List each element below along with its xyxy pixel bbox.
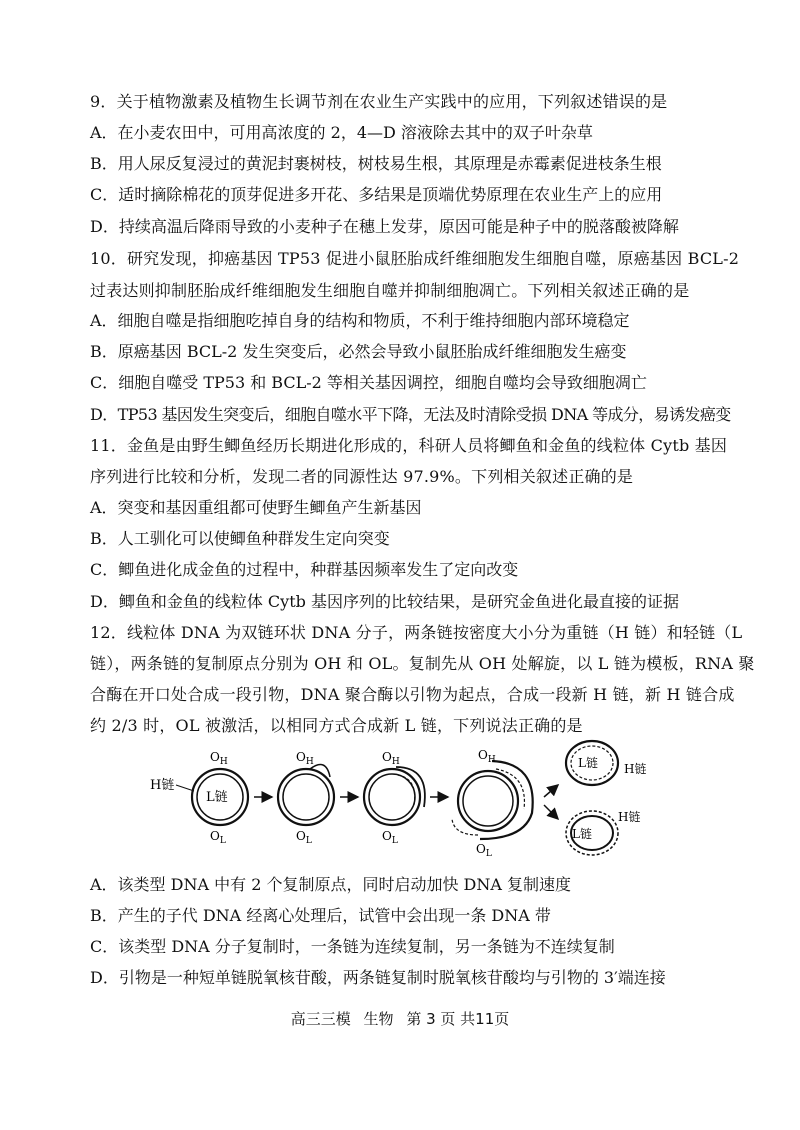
question-10-stem-line-1: 10．研究发现，抑癌基因 TP53 促进小鼠胚胎成纤维细胞发生细胞自噬，原癌基因 BCL-2 [90, 249, 740, 268]
question-9-option-b: B．用人尿反复浸过的黄泥封裹树枝，树枝易生根，其原理是赤霉素促进枝条生根 [90, 154, 662, 173]
stage-3-ol-label: $O_L$ [382, 829, 398, 846]
question-9-option-a: A．在小麦农田中，可用高浓度的 2，4—D 溶液除去其中的双子叶杂草 [90, 123, 593, 142]
h-chain-pointer [176, 785, 194, 791]
question-10-option-c: C．细胞自噬受 TP53 和 BCL-2 等相关基因调控，细胞自噬均会导致细胞凋亡 [90, 373, 647, 392]
stage-1-h-chain-label: H链 [150, 778, 175, 793]
question-10-stem-line-2: 过表达则抑制胚胎成纤维细胞发生细胞自噬并抑制细胞凋亡。下列相关叙述正确的是 [90, 281, 690, 300]
footer-subject: 生物 [363, 1010, 394, 1028]
question-9-stem: 9．关于植物激素及植物生长调节剂在农业生产实践中的应用，下列叙述错误的是 [90, 92, 668, 111]
arrow-4-down [544, 805, 558, 819]
footer-exam: 高三三模 [290, 1010, 351, 1028]
question-12-option-a: A．该类型 DNA 中有 2 个复制原点，同时启动加快 DNA 复制速度 [90, 875, 572, 894]
question-12-option-c: C．该类型 DNA 分子复制时，一条链为连续复制，另一条链为不连续复制 [90, 937, 615, 956]
question-11-stem-line-2: 序列进行比较和分析，发现二者的同源性达 97.9%。下列相关叙述正确的是 [90, 467, 634, 486]
product-bottom-l-chain-label: L链 [572, 827, 592, 841]
question-9-option-d: D．持续高温后降雨导致的小麦种子在穗上发芽，原因可能是种子中的脱落酸被降解 [90, 217, 679, 236]
question-11-stem-line-1: 11．金鱼是由野生鲫鱼经历长期进化形成的，科研人员将鲫鱼和金鱼的线粒体 Cytb 基因 [90, 436, 728, 455]
page-footer [0, 1008, 800, 1029]
question-11-option-a: A．突变和基因重组都可使野生鲫鱼产生新基因 [90, 498, 422, 517]
stage-3-circle [364, 767, 425, 825]
question-11-option-d: D．鲫鱼和金鱼的线粒体 Cytb 基因序列的比较结果，是研究金鱼进化最直接的证据 [90, 592, 679, 611]
question-12-stem-line-1: 12．线粒体 DNA 为双链环状 DNA 分子，两条链按密度大小分为重链（H 链）和轻链（L [90, 623, 743, 642]
stage-2-oh-label: $O_H$ [296, 750, 314, 767]
question-9-option-c: C．适时摘除棉花的顶芽促进多开花、多结果是顶端优势原理在农业生产上的应用 [90, 185, 663, 204]
stage-1-l-chain-label: L链 [206, 790, 228, 805]
question-12-option-d: D．引物是一种短单链脱氧核苷酸，两条链复制时脱氧核苷酸均与引物的 3′端连接 [90, 968, 666, 987]
stage-2-ol-label: $O_L$ [296, 829, 312, 846]
stage-4-circle [452, 761, 533, 839]
question-12-option-b: B．产生的子代 DNA 经离心处理后，试管中会出现一条 DNA 带 [90, 906, 551, 925]
question-10-option-b: B．原癌基因 BCL-2 发生突变后，必然会导致小鼠胚胎成纤维细胞发生癌变 [90, 342, 627, 361]
stage-1-ol-label: $O_L$ [210, 829, 226, 846]
stage-4-oh-label: $O_H$ [478, 748, 496, 765]
question-10-option-a: A．细胞自噬是指细胞吃掉自身的结构和物质，不利于维持细胞内部环境稳定 [90, 311, 630, 330]
question-11-option-b: B．人工驯化可以使鲫鱼种群发生定向突变 [90, 529, 390, 548]
question-11-option-c: C．鲫鱼进化成金鱼的过程中，种群基因频率发生了定向改变 [90, 560, 519, 579]
mtdna-replication-diagram [140, 735, 700, 860]
question-12-stem-line-3: 合酶在开口处合成一段引物，DNA 聚合酶以引物为起点，合成一段新 H 链，新 H 链合成 [90, 685, 735, 704]
question-12-stem-line-4: 约 2/3 时，OL 被激活，以相同方式合成新 L 链，下列说法正确的是 [90, 716, 583, 735]
footer-page-number: 第 3 页 共11页 [406, 1010, 510, 1028]
product-top-l-chain-label: L链 [578, 756, 598, 770]
product-top-h-chain-label: H链 [624, 762, 647, 776]
stage-3-oh-label: $O_H$ [382, 750, 400, 767]
question-10-option-d: D．TP53 基因发生突变后，细胞自噬水平下降，无法及时清除受损 DNA 等成分，易诱发癌变 [90, 405, 731, 424]
stage-4-ol-label: $O_L$ [476, 842, 492, 859]
product-bottom-h-chain-label: H链 [618, 810, 641, 824]
arrow-4-up [544, 785, 558, 797]
stage-2-circle [278, 765, 334, 826]
stage-1-oh-label: $O_H$ [210, 750, 228, 767]
question-12-stem-line-2: 链），两条链的复制原点分别为 OH 和 OL。复制先从 OH 处解旋，以 L 链为模板，RNA 聚 [90, 654, 755, 673]
